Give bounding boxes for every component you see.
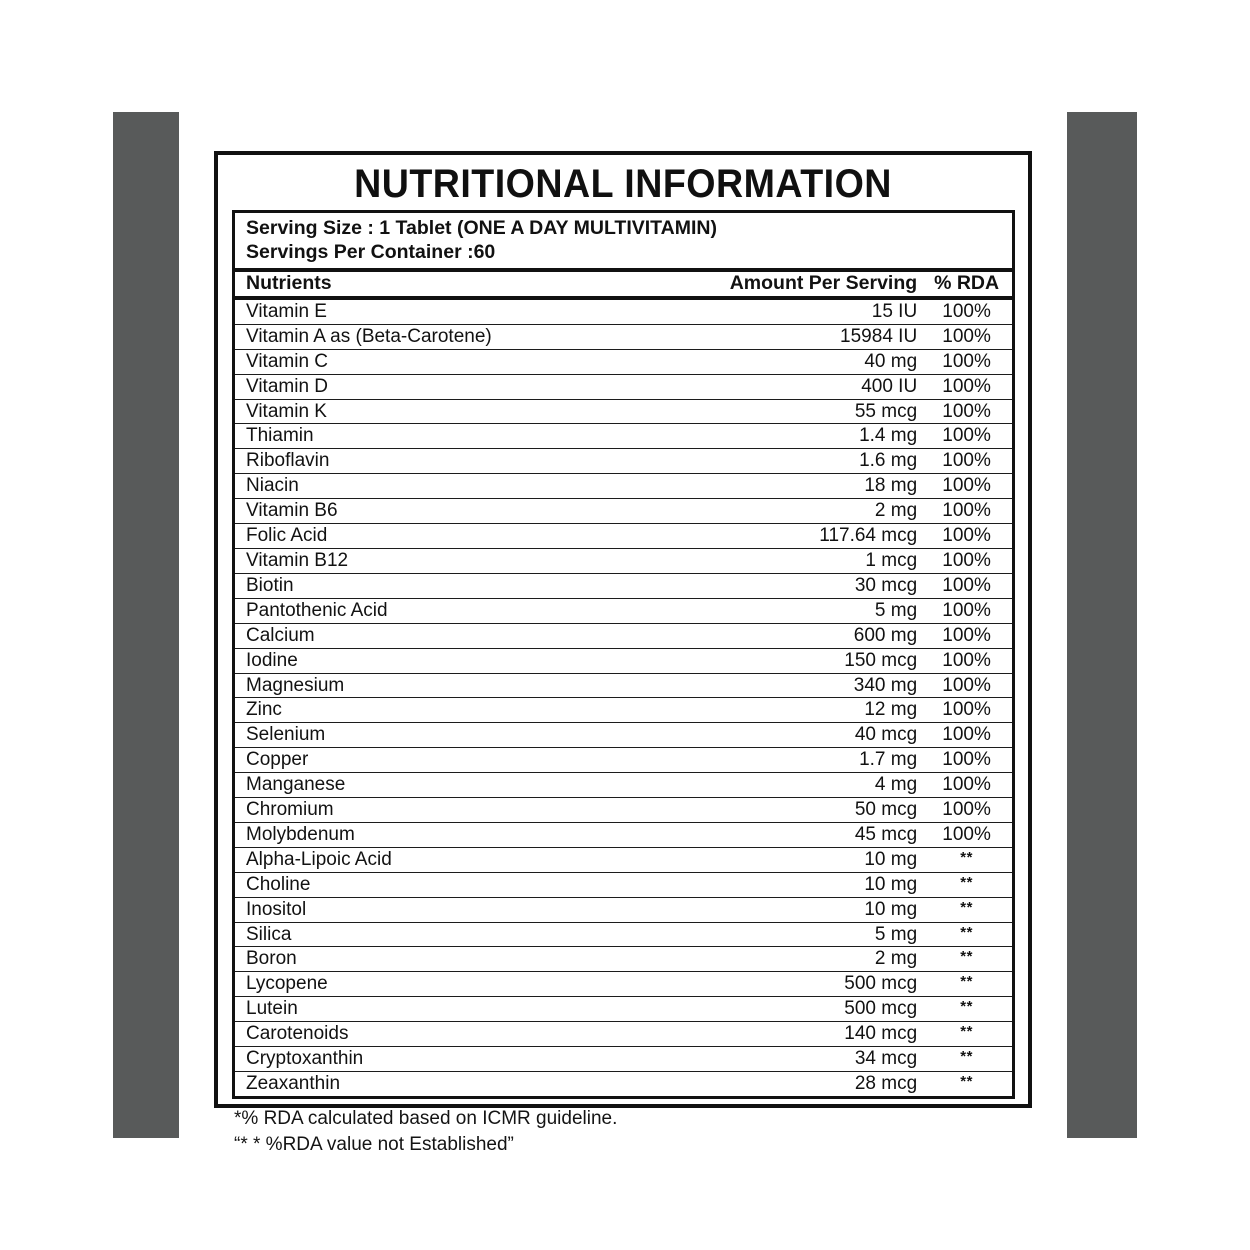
nutrient-amount: 1 mcg <box>657 548 921 573</box>
nutrient-amount: 400 IU <box>657 374 921 399</box>
nutrient-percent-rda <box>921 947 1012 972</box>
nutrient-name: Riboflavin <box>235 449 657 474</box>
table-row <box>235 723 1012 748</box>
nutrient-name: Vitamin E <box>235 298 657 324</box>
nutrient-amount: 600 mg <box>657 623 921 648</box>
table-row <box>235 748 1012 773</box>
value-not-established-marker: ** <box>960 1048 973 1066</box>
nutrient-name: Cryptoxanthin <box>235 1047 657 1072</box>
table-row <box>235 922 1012 947</box>
nutrient-amount: 40 mg <box>657 349 921 374</box>
table-row <box>235 474 1012 499</box>
nutrient-amount: 15 IU <box>657 298 921 324</box>
nutrient-name: Choline <box>235 872 657 897</box>
nutrient-name: Vitamin K <box>235 399 657 424</box>
nutrition-label-panel <box>214 151 1032 1155</box>
nutrient-amount: 4 mg <box>657 773 921 798</box>
value-not-established-marker: ** <box>960 1073 973 1090</box>
nutrient-percent-rda: 100% <box>921 798 1012 823</box>
nutrient-name: Vitamin A as (Beta-Carotene) <box>235 324 657 349</box>
nutrient-percent-rda: 100% <box>921 723 1012 748</box>
nutrient-percent-rda: 100% <box>921 349 1012 374</box>
nutrient-percent-rda: 100% <box>921 698 1012 723</box>
nutrient-percent-rda <box>921 1047 1012 1072</box>
nutrients-table-body <box>235 298 1012 1096</box>
nutrient-name: Zeaxanthin <box>246 1073 341 1094</box>
value-not-established-marker: ** <box>960 898 973 916</box>
nutrient-amount: 340 mg <box>657 673 921 698</box>
nutrient-percent-rda: 100% <box>921 324 1012 349</box>
nutrient-name: Folic Acid <box>235 524 657 549</box>
nutrient-percent-rda <box>921 1022 1012 1047</box>
decorative-gray-bar-left <box>113 112 179 1138</box>
nutrient-percent-rda: 100% <box>921 524 1012 549</box>
nutrient-percent-rda: 100% <box>921 499 1012 524</box>
table-header-row <box>235 272 1012 298</box>
table-row <box>235 424 1012 449</box>
table-row <box>235 698 1012 723</box>
table-row <box>235 598 1012 623</box>
nutrient-amount: 117.64 mcg <box>657 524 921 549</box>
nutrient-percent-rda: 100% <box>921 773 1012 798</box>
nutrient-name: Vitamin D <box>235 374 657 399</box>
nutrient-name: Vitamin B6 <box>235 499 657 524</box>
nutrient-amount: 2 mg <box>657 947 921 972</box>
nutrient-amount: 500 mcg <box>657 972 921 997</box>
nutrient-amount: 150 mcg <box>657 648 921 673</box>
table-row <box>235 499 1012 524</box>
nutrient-name: Selenium <box>235 723 657 748</box>
nutrients-table <box>235 272 1012 1096</box>
nutrient-amount: 1.4 mg <box>657 424 921 449</box>
value-not-established-marker: ** <box>960 948 973 966</box>
nutrient-percent-rda <box>921 847 1012 872</box>
table-row <box>235 1072 1012 1096</box>
nutrient-name: Lutein <box>235 997 657 1022</box>
decorative-gray-bar-right <box>1067 112 1137 1138</box>
nutrient-percent-rda <box>921 972 1012 997</box>
nutrient-name: Carotenoids <box>235 1022 657 1047</box>
value-not-established-marker: ** <box>960 873 973 891</box>
nutrient-name: Thiamin <box>235 424 657 449</box>
nutrient-percent-rda: 100% <box>921 374 1012 399</box>
nutrient-percent-rda: 100% <box>921 623 1012 648</box>
column-header-amount-per-serving: Amount Per Serving <box>657 272 921 298</box>
table-row <box>235 798 1012 823</box>
nutrient-name: Pantothenic Acid <box>235 598 657 623</box>
serving-information-block <box>235 213 1012 272</box>
table-row <box>235 1022 1012 1047</box>
nutrient-percent-rda: 100% <box>921 598 1012 623</box>
nutrient-amount: 5 mg <box>657 598 921 623</box>
nutrient-amount: 55 mcg <box>657 399 921 424</box>
nutrient-amount: 28 mcg <box>854 1073 918 1094</box>
table-row <box>235 573 1012 598</box>
nutrient-percent-rda <box>921 897 1012 922</box>
table-row <box>235 298 1012 324</box>
table-row <box>235 822 1012 847</box>
nutrient-percent-rda: 100% <box>921 399 1012 424</box>
nutrient-amount: 1.6 mg <box>657 449 921 474</box>
table-row <box>235 524 1012 549</box>
table-row <box>235 673 1012 698</box>
column-header-nutrients: Nutrients <box>235 272 657 298</box>
table-row <box>235 897 1012 922</box>
table-row <box>235 449 1012 474</box>
page-title: NUTRITIONAL INFORMATION <box>354 162 892 206</box>
table-row <box>235 847 1012 872</box>
value-not-established-marker: ** <box>960 973 973 991</box>
nutrient-name: Iodine <box>235 648 657 673</box>
nutrient-name: Boron <box>235 947 657 972</box>
nutrients-table-head <box>235 272 1012 298</box>
nutrient-amount: 500 mcg <box>657 997 921 1022</box>
nutrient-percent-rda <box>921 1072 1012 1096</box>
footnote-2: “* * %RDA value not Established” <box>234 1133 514 1155</box>
nutrient-amount: 45 mcg <box>657 822 921 847</box>
nutrient-name: Manganese <box>235 773 657 798</box>
value-not-established-marker: ** <box>960 848 973 866</box>
column-header-percent-rda: % RDA <box>921 272 1012 298</box>
nutrient-amount: 10 mg <box>657 872 921 897</box>
serving-size-line: Serving Size : 1 Tablet (ONE A DAY MULTIVITAMIN) <box>246 217 717 239</box>
nutrient-amount: 50 mcg <box>657 798 921 823</box>
nutrient-name: Chromium <box>235 798 657 823</box>
nutrient-percent-rda: 100% <box>921 573 1012 598</box>
nutrient-amount: 34 mcg <box>657 1047 921 1072</box>
nutrient-percent-rda <box>921 872 1012 897</box>
table-row <box>235 399 1012 424</box>
nutrient-name: Silica <box>235 922 657 947</box>
nutrient-amount: 18 mg <box>657 474 921 499</box>
nutrient-name: Copper <box>235 748 657 773</box>
nutrient-percent-rda: 100% <box>921 748 1012 773</box>
nutrient-name: Inositol <box>235 897 657 922</box>
nutrient-percent-rda: 100% <box>921 822 1012 847</box>
nutrient-name: Calcium <box>235 623 657 648</box>
table-row <box>235 997 1012 1022</box>
table-row <box>235 374 1012 399</box>
nutrient-name: Niacin <box>235 474 657 499</box>
table-row <box>235 1047 1012 1072</box>
nutrient-amount: 15984 IU <box>657 324 921 349</box>
table-row <box>235 648 1012 673</box>
table-row <box>235 548 1012 573</box>
table-row <box>235 349 1012 374</box>
nutrient-name: Vitamin C <box>235 349 657 374</box>
nutrient-name: Vitamin B12 <box>235 548 657 573</box>
footnote-1: *% RDA calculated based on ICMR guideline. <box>234 1107 618 1129</box>
nutrient-name: Molybdenum <box>235 822 657 847</box>
value-not-established-marker: ** <box>960 998 973 1016</box>
nutrient-amount: 1.7 mg <box>657 748 921 773</box>
table-row <box>235 773 1012 798</box>
nutrient-percent-rda: 100% <box>921 424 1012 449</box>
nutrition-facts-box <box>232 210 1015 1099</box>
value-not-established-marker: ** <box>960 1023 973 1041</box>
nutrient-percent-rda: 100% <box>921 673 1012 698</box>
footnotes-block <box>234 1106 1028 1158</box>
nutrient-percent-rda <box>921 997 1012 1022</box>
nutrient-name: Zinc <box>235 698 657 723</box>
nutrient-amount: 10 mg <box>657 847 921 872</box>
nutrient-amount: 2 mg <box>657 499 921 524</box>
nutrient-percent-rda: 100% <box>921 298 1012 324</box>
nutrient-percent-rda <box>921 922 1012 947</box>
nutrient-name: Biotin <box>235 573 657 598</box>
nutrient-percent-rda: 100% <box>921 449 1012 474</box>
nutrient-amount: 140 mcg <box>657 1022 921 1047</box>
table-row <box>235 872 1012 897</box>
nutrient-amount: 12 mg <box>657 698 921 723</box>
nutrient-amount: 10 mg <box>657 897 921 922</box>
nutrient-amount: 5 mg <box>657 922 921 947</box>
table-row <box>235 947 1012 972</box>
nutrient-name: Alpha-Lipoic Acid <box>235 847 657 872</box>
servings-per-container-line: Servings Per Container :60 <box>246 241 496 263</box>
nutrient-amount: 40 mcg <box>657 723 921 748</box>
nutrient-percent-rda: 100% <box>921 648 1012 673</box>
nutrient-percent-rda: 100% <box>921 474 1012 499</box>
nutrient-name: Magnesium <box>235 673 657 698</box>
table-row <box>235 623 1012 648</box>
value-not-established-marker: ** <box>960 923 973 941</box>
nutrient-amount: 30 mcg <box>657 573 921 598</box>
nutrient-percent-rda: 100% <box>921 548 1012 573</box>
table-row <box>235 972 1012 997</box>
table-row <box>235 324 1012 349</box>
nutrient-name: Lycopene <box>235 972 657 997</box>
